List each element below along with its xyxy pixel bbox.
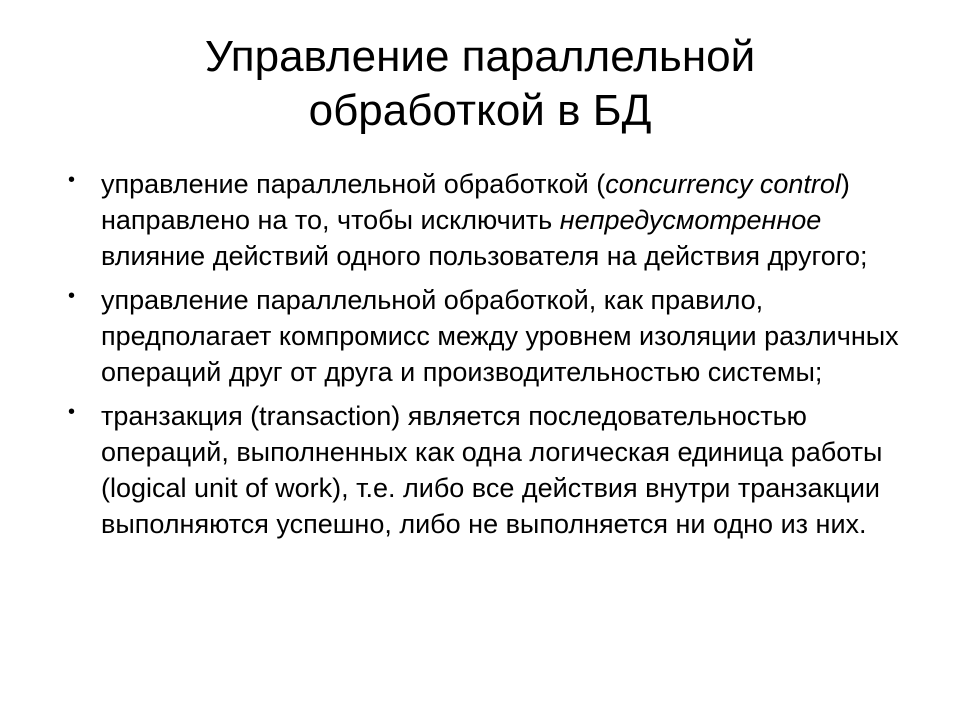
bullet-text-part: ) направлено на то, чтобы исключить	[101, 169, 850, 235]
bullet-text-part: транзакция (transaction) является последовательностью операций, выполненных как одна логическая единица работы (logical unit of work), т.е. либо все действия внутри транзакции выполняются успешно, либо не выполняется ни одно из них.	[101, 401, 883, 539]
bullet-text-term-unforeseen: непредусмотренное	[559, 205, 822, 235]
bullet-icon: •	[68, 285, 76, 307]
bullet-text-part: управление параллельной обработкой (	[101, 169, 606, 199]
bullet-item-concurrency-control	[60, 166, 915, 274]
slide-title	[60, 30, 900, 138]
bullet-icon: •	[68, 169, 76, 191]
slide-title-line-1: Управление параллельной	[204, 32, 756, 81]
bullet-text-term-concurrency-control: concurrency control	[605, 169, 841, 199]
bullet-text	[101, 169, 867, 271]
bullet-icon: •	[68, 401, 76, 423]
bullet-item-transaction	[60, 398, 915, 542]
bullet-list	[60, 166, 915, 550]
bullet-text	[101, 401, 882, 539]
bullet-item-compromise	[60, 282, 915, 390]
bullet-text-part: управление параллельной обработкой, как правило, предполагает компромисс между уровнем изоляции различных операций друг от друга и производительностью системы;	[101, 285, 899, 387]
slide-title-line-2: обработкой в БД	[308, 86, 652, 135]
bullet-text	[101, 285, 899, 387]
bullet-text-part: влияние действий одного пользователя на действия другого;	[101, 241, 868, 271]
